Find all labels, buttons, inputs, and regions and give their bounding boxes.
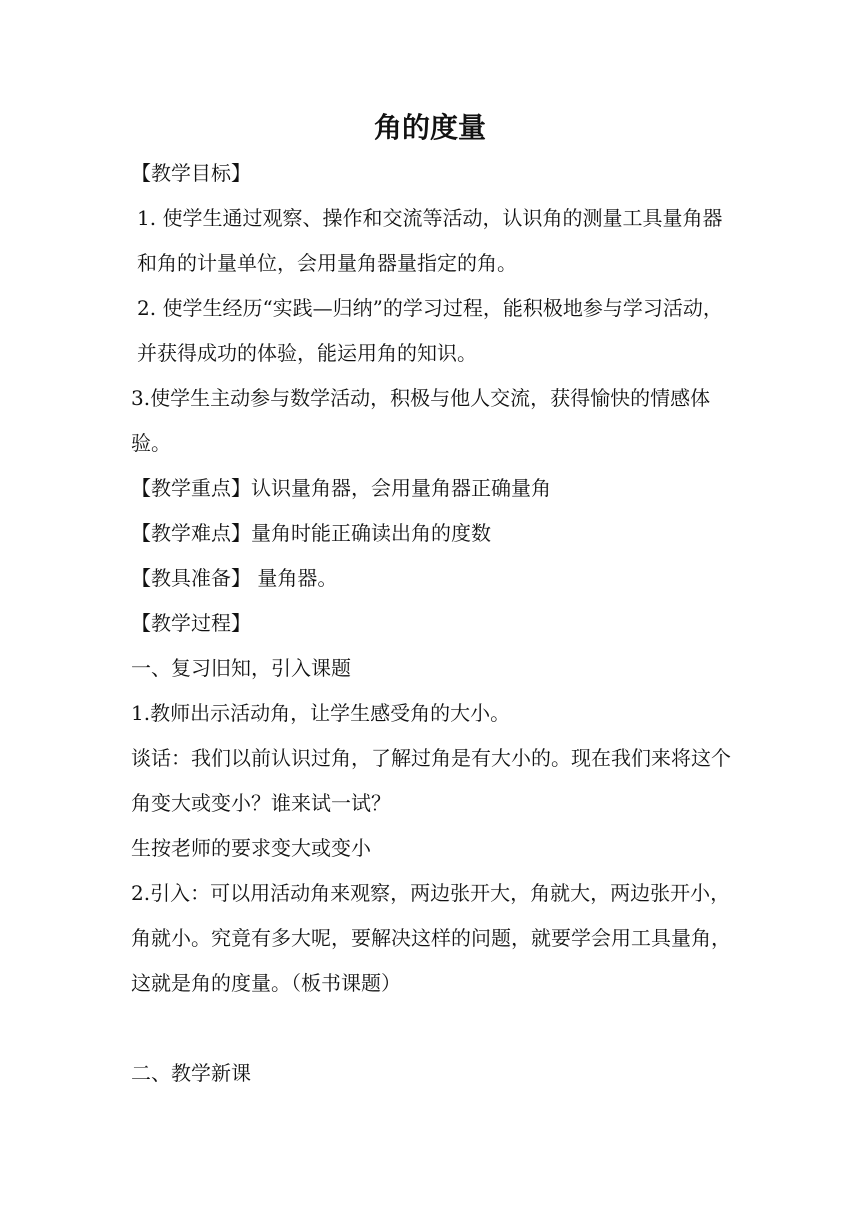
student-response: 生按老师的要求变大或变小 <box>131 836 371 860</box>
paragraph-gap <box>131 1006 731 1051</box>
document-body <box>131 151 731 1096</box>
section-heading-teaching-goals: 【教学目标】 <box>131 161 251 185</box>
process-item-2: 2.引入：可以用活动角来观察，两边张开大，角就大，两边张开小，角就小。究竟有多大呢，要解决这样的问题，就要学会用工具量角，这就是角的度量。（板书课题） <box>131 881 731 995</box>
goal-item-2: 2. 使学生经历“实践—归纳”的学习过程，能积极地参与学习活动，并获得成功的体验，能运用角的知识。 <box>137 296 723 365</box>
process-step-2-heading: 二、教学新课 <box>131 1061 251 1085</box>
goal-item-3: 3.使学生主动参与数学活动，积极与他人交流，获得愉快的情感体验。 <box>131 386 711 455</box>
teaching-aids: 【教具准备】 量角器。 <box>131 566 338 590</box>
dialogue-paragraph: 谈话：我们以前认识过角，了解过角是有大小的。现在我们来将这个角变大或变小？谁来试一试？ <box>131 746 731 815</box>
goal-item-1: 1. 使学生通过观察、操作和交流等活动，认识角的测量工具量角器和角的计量单位，会用量角器量指定的角。 <box>137 206 723 275</box>
document-title: 角的度量 <box>373 111 486 144</box>
process-item-1: 1.教师出示活动角，让学生感受角的大小。 <box>131 701 511 725</box>
teaching-key-points: 【教学重点】认识量角器，会用量角器正确量角 <box>131 476 551 500</box>
teaching-difficulties: 【教学难点】量角时能正确读出角的度数 <box>131 521 491 545</box>
process-step-1-heading: 一、复习旧知，引入课题 <box>131 656 351 680</box>
section-heading-teaching-process: 【教学过程】 <box>131 611 251 635</box>
